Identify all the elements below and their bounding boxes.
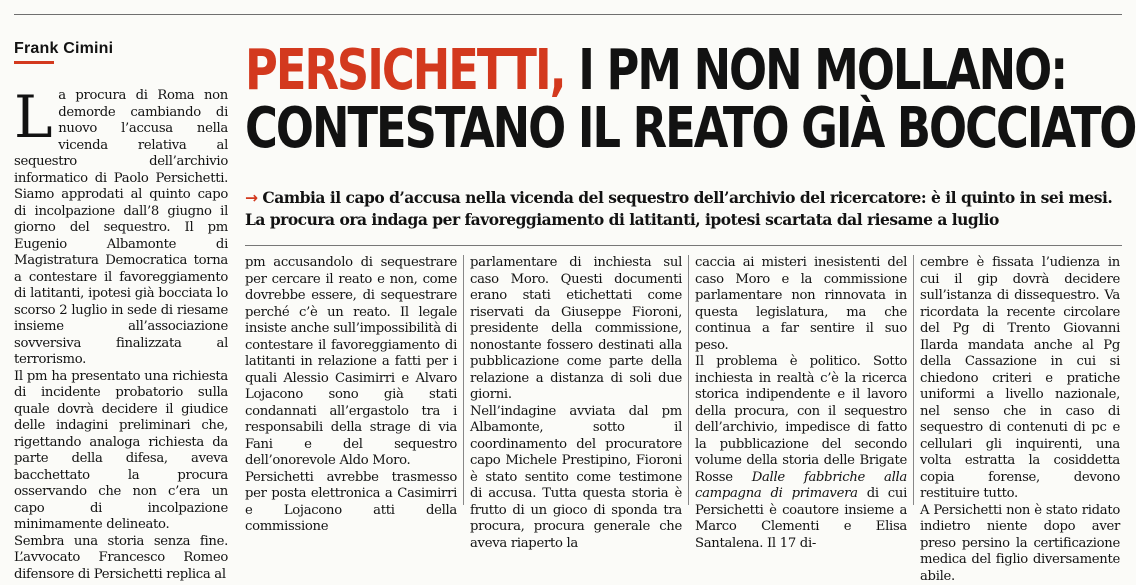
drop-cap: L — [14, 92, 52, 142]
column-divider — [913, 255, 914, 505]
top-rule — [14, 14, 1122, 15]
article-column-4 — [695, 255, 907, 552]
subheadline — [245, 187, 1115, 231]
headline-red-part: PERSICHETTI, — [245, 38, 565, 103]
book-title: Dalle fabbriche alla campagna di primavera — [695, 470, 907, 502]
paragraph: pm accusandolo di sequestrare per cercare il reato e non, come dovrebbe essere, di sequestrare perché c’è un reato. Il legale insiste anche sull’impossibilità di contestare il favoreggiamento di latitanti in relazione a fatti per i quali Alessio Casimirri e Alvaro Lojacono sono già stati condannati all’ergastolo tra i responsabili della strage di via Fani e del sequestro dell’onorevole Aldo Moro. — [245, 255, 457, 470]
paragraph — [14, 88, 228, 369]
arrow-right-icon: → — [245, 189, 258, 207]
column-divider — [688, 255, 689, 505]
paragraph: cembre è fissata l’udienza in cui il gip dovrà decidere sull’istanza di dissequestro. Va ricordata la recente circolare del Pg di Trento Giovanni Ilarda mandata anche al Pg della Cassazione in cui si chiedono criteri e pratiche uniformi a livello nazionale, nel senso che in caso di sequestro di contenuti di pc e cellulari gli inquirenti, una volta estratta la cosiddetta copia forense, devono restituire tutto. — [920, 255, 1120, 503]
paragraph: Il pm ha presentato una richiesta di incidente probatorio sulla quale dovrà decidere il giudice delle indagini preliminari che, rigettando analoga richiesta da parte della difesa, aveva bacchettato la procura osservando che non c’era un capo di incolpazione minimamente delineato. — [14, 369, 228, 534]
paragraph: Nell’indagine avviata dal pm Albamonte, sotto il coordinamento del procuratore capo Michele Prestipino, Fioroni è stato sentito come testimone di accusa. Tutta questa storia è frutto di un gioco di sponda tra procura, procura generale che aveva riaperto la — [470, 404, 682, 553]
subheadline-text: Cambia il capo d’accusa nella vicenda del sequestro dell’archivio del ricercatore: è il quinto in sei mesi. La procura ora indaga per favoreggiamento di latitanti, ipotesi scartata dal riesame a luglio — [245, 188, 1112, 229]
subhead-rule — [245, 245, 1122, 246]
headline-line-1 — [245, 42, 949, 100]
paragraph: caccia ai misteri inesistenti del caso Moro e la commissione parlamentare non rinnovata in questa legislatura, ma che continua a far sentire il suo peso. — [695, 255, 907, 354]
author-underline — [14, 61, 54, 64]
author-byline: Frank Cimini — [14, 40, 113, 58]
paragraph: A Persichetti non è stato ridato indietro niente dopo aver preso persino la certificazione medica del figlio diversamente abile. — [920, 503, 1120, 585]
headline — [245, 42, 949, 158]
article-column-1 — [14, 88, 228, 583]
paragraph: parlamentare di inchiesta sul caso Moro. Questi documenti erano stati etichettati come riservati da Giuseppe Fioroni, presidente della commissione, nonostante fossero destinati alla pubblicazione come parte della relazione a distanza di soli due giorni. — [470, 255, 682, 404]
paragraph: Sembra una storia senza fine. L’avvocato Francesco Romeo difensore di Persichetti replica al — [14, 534, 228, 584]
article-column-3 — [470, 255, 682, 552]
paragraph: Persichetti avrebbe trasmesso per posta elettronica a Casimirri e Lojacono atti della commissione — [245, 470, 457, 536]
paragraph-text: di cui Persichetti è coautore insieme a Marco Clementi e Elisa Santalena. Il 17 di- — [695, 486, 907, 551]
article-column-2 — [245, 255, 457, 536]
paragraph-text: Il problema è politico. Sotto inchiesta in realtà c’è la ricerca storica indipendente e il lavoro della procura, con il sequestro dell’archivio, impedisce di fatto la pubblicazione del secondo volume della storia delle Brigate Rosse — [695, 354, 907, 485]
paragraph-text: a procura di Roma non demorde cambiando di nuovo l’accusa nella vicenda relativa al sequestro dell’archivio informatico di Paolo Persichetti. Siamo approdati al quinto capo di incolpazione dall’8 giugno il giorno del sequestro. Il pm Eugenio Albamonte di Magistratura Democratica torna a contestare il favoreggiamento di latitanti, ipotesi già bocciata lo scorso 2 luglio in sede di riesame insieme all’associazione sovversiva finalizzata al terrorismo. — [14, 88, 228, 367]
headline-line-1-rest: I PM NON MOLLANO: — [565, 38, 1066, 103]
paragraph — [695, 354, 907, 552]
headline-line-2: CONTESTANO IL REATO GIÀ BOCCIATO — [245, 100, 949, 158]
column-divider — [463, 255, 464, 505]
article-column-5 — [920, 255, 1120, 585]
